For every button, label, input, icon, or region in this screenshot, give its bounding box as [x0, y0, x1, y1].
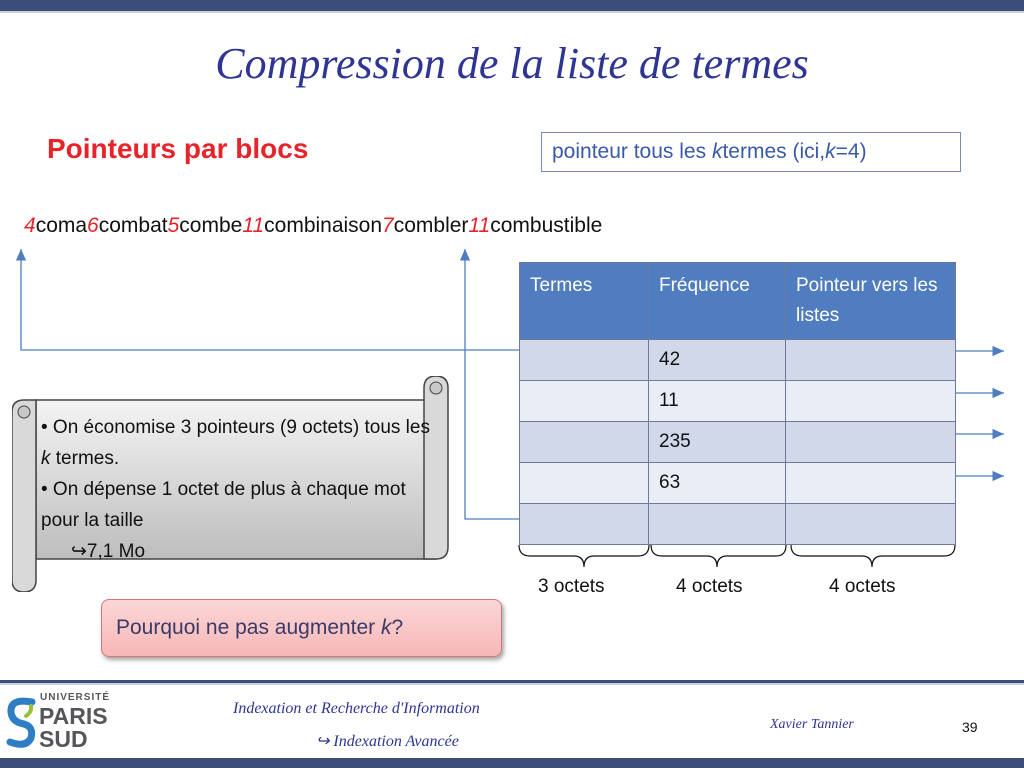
logo-universite: UNIVERSITÉ — [40, 692, 111, 703]
brace-frequence — [651, 545, 786, 567]
brace-termes — [519, 545, 649, 567]
note-text-post: =4) — [835, 140, 867, 163]
table-row: 42 — [520, 340, 956, 381]
header-frequence: Fréquence — [649, 263, 786, 340]
page-number: 39 — [962, 719, 978, 735]
university-logo — [6, 692, 116, 752]
question-box: Pourquoi ne pas augmenter k ? — [101, 599, 502, 657]
note-bullet-2: • On dépense 1 octet de plus à chaque mot pour la taille — [41, 479, 406, 531]
logo-sud: SUD — [39, 726, 88, 752]
note-text-pre: pointeur tous les — [552, 140, 707, 163]
term-length: 5 — [167, 214, 180, 237]
term-length: 6 — [87, 214, 99, 237]
right-arrow-hook-icon: ↪ — [316, 733, 330, 750]
header-termes: Termes — [520, 263, 649, 340]
note-k2: k — [825, 140, 836, 163]
footer-course: Indexation et Recherche d'Information — [233, 700, 480, 717]
bottom-bar — [0, 758, 1024, 768]
note-result: ↪7,1 Mo — [71, 541, 146, 562]
footer-chapter: ↪ Indexation Avancée — [316, 733, 459, 750]
note-k: k — [41, 448, 51, 469]
term-word: combe — [179, 214, 243, 237]
note-k1: k — [711, 140, 723, 163]
slide-subtitle: Pointeurs par blocs — [47, 133, 309, 164]
term-word: coma — [35, 214, 88, 237]
term-length: 11 — [242, 214, 265, 237]
dictionary-table — [519, 262, 956, 545]
term-word: combler — [393, 214, 469, 237]
slide-title: Compression de la liste de termes — [215, 39, 809, 88]
right-arrow-hook-icon: ↪ — [71, 541, 87, 562]
octets-label-frequence: 4 octets — [676, 576, 743, 597]
table-row: 63 — [520, 463, 956, 504]
table-row — [520, 504, 956, 545]
header-pointeur: Pointeur vers les listes — [786, 263, 956, 340]
arrow-row5-to-combler — [465, 249, 527, 519]
term-length: 4 — [24, 214, 36, 237]
octets-label-termes: 3 octets — [538, 576, 605, 597]
logo-paris: PARIS — [39, 703, 108, 729]
arrow-row1-to-coma — [21, 249, 527, 350]
term-length: 11 — [468, 214, 491, 237]
brace-pointeur — [791, 545, 955, 567]
question-k: k — [381, 616, 392, 639]
term-word: combinaison — [264, 214, 383, 237]
term-word: combustible — [490, 214, 603, 237]
footer-bar-line — [0, 683, 1024, 685]
note-bullet-1: • On économise 3 pointeurs (9 octets) tous les k termes. — [41, 417, 430, 469]
term-length: 7 — [382, 214, 394, 237]
table-row: 235 — [520, 422, 956, 463]
octets-label-pointeur: 4 octets — [829, 576, 896, 597]
table-header-row — [520, 263, 956, 340]
term-word: combat — [98, 214, 168, 237]
logo-s-mark — [6, 696, 36, 748]
footer-author: Xavier Tannier — [770, 717, 854, 732]
scroll-note-text — [41, 412, 441, 567]
table-row: 11 — [520, 381, 956, 422]
note-text-mid: termes (ici, — [722, 140, 826, 163]
